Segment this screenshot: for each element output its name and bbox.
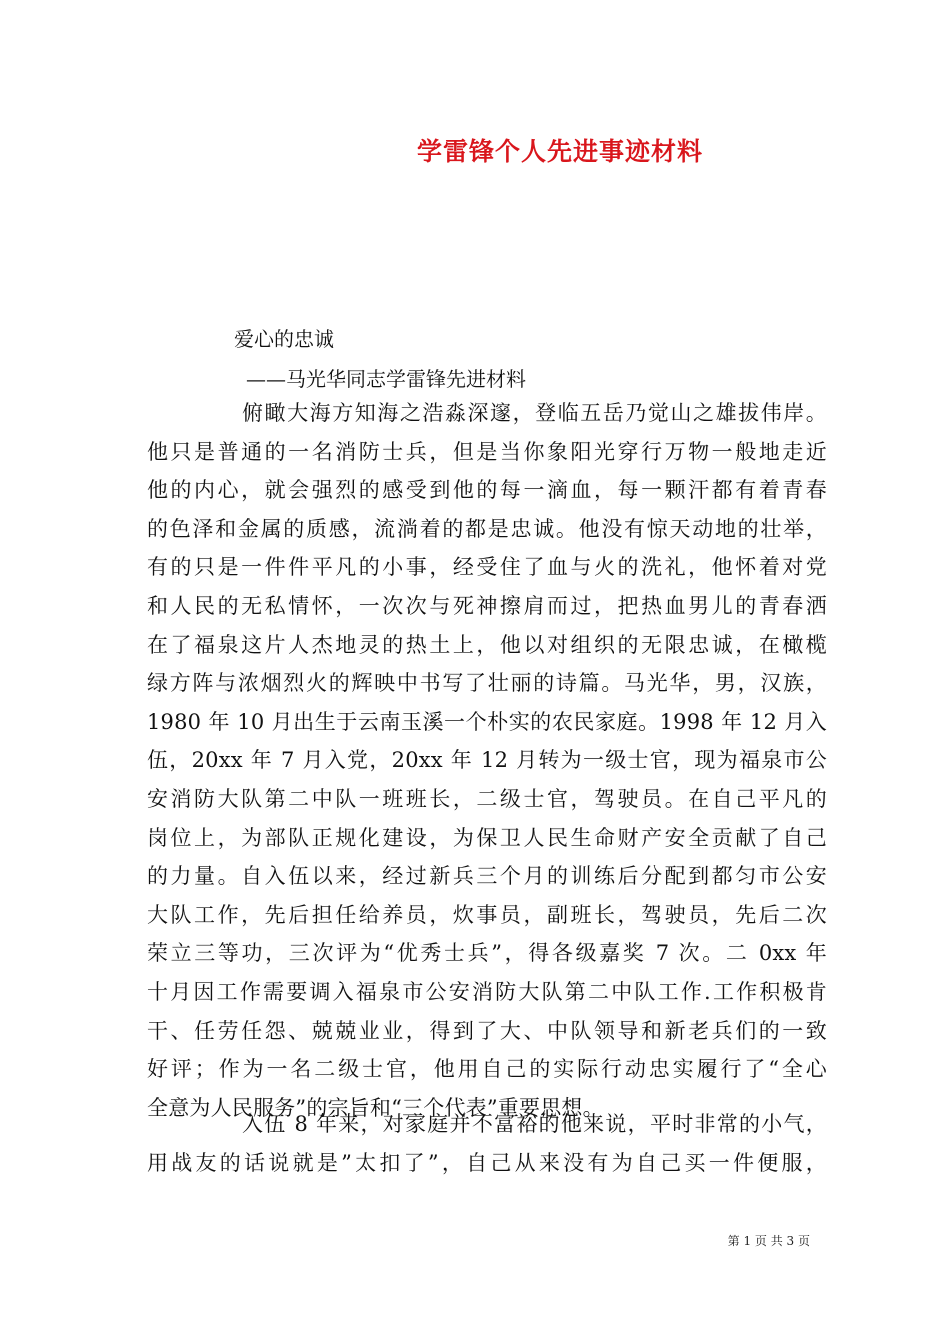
paragraph-line: 有的只是一件件平凡的小事，经受住了血与火的洗礼，他怀着对党: [147, 555, 827, 580]
article-heading: 爱心的忠诚: [234, 327, 334, 351]
paragraph-line: 用战友的话说就是”太扣了”，自己从来没有为自己买一件便服，: [147, 1150, 827, 1175]
paragraph-line: 荣立三等功，三次评为“优秀士兵”，得各级嘉奖 7 次。二 0xx 年: [147, 941, 827, 966]
paragraph-2: [147, 1105, 827, 1182]
paragraph-line: 大队工作，先后担任给养员，炊事员，副班长，驾驶员，先后二次: [147, 902, 827, 927]
article-subheading: ——马光华同志学雷锋先进材料: [246, 367, 526, 391]
document-title: 学雷锋个人先进事迹材料: [416, 137, 703, 166]
paragraph-line: 和人民的无私情怀，一次次与死神擦肩而过，把热血男儿的青春洒: [147, 593, 827, 618]
paragraph-1: [147, 394, 827, 1127]
paragraph-line: 十月因工作需要调入福泉市公安消防大队第二中队工作.工作积极肯: [147, 979, 827, 1004]
paragraph-line: 他的内心，就会强烈的感受到他的每一滴血，每一颗汗都有着青春: [147, 478, 827, 503]
paragraph-line: 安消防大队第二中队一班班长，二级士官，驾驶员。在自己平凡的: [147, 786, 827, 811]
paragraph-line: 入伍 8 年来，对家庭并不富裕的他来说，平时非常的小气，: [242, 1112, 827, 1136]
paragraph-line: 干、任劳任怨、兢兢业业，得到了大、中队领导和新老兵们的一致: [147, 1018, 827, 1043]
paragraph-line: 全意为人民服务”的宗旨和“三个代表”重要思想。: [147, 1095, 604, 1120]
paragraph-line: 1980 年 10 月出生于云南玉溪一个朴实的农民家庭。1998 年 12 月入: [147, 709, 827, 734]
paragraph-line: 俯瞰大海方知海之浩淼深邃，登临五岳乃觉山之雄拔伟岸。: [242, 401, 827, 425]
paragraph-line: 的色泽和金属的质感，流淌着的都是忠诚。他没有惊天动地的壮举，: [147, 516, 827, 541]
page-footer: 第 1 页 共 3 页: [727, 1234, 810, 1248]
paragraph-line: 的力量。自入伍以来，经过新兵三个月的训练后分配到都匀市公安: [147, 864, 827, 889]
paragraph-line: 好评；作为一名二级士官，他用自己的实际行动忠实履行了“全心: [147, 1057, 827, 1082]
paragraph-line: 他只是普通的一名消防士兵，但是当你象阳光穿行万物一般地走近: [147, 439, 827, 464]
paragraph-line: 在了福泉这片人杰地灵的热土上，他以对组织的无限忠诚，在橄榄: [147, 632, 827, 657]
paragraph-line: 绿方阵与浓烟烈火的辉映中书写了壮丽的诗篇。马光华，男，汉族，: [147, 671, 827, 696]
paragraph-line: 伍，20xx 年 7 月入党，20xx 年 12 月转为一级士官，现为福泉市公: [147, 748, 827, 773]
paragraph-line: 岗位上，为部队正规化建设，为保卫人民生命财产安全贡献了自己: [147, 825, 827, 850]
